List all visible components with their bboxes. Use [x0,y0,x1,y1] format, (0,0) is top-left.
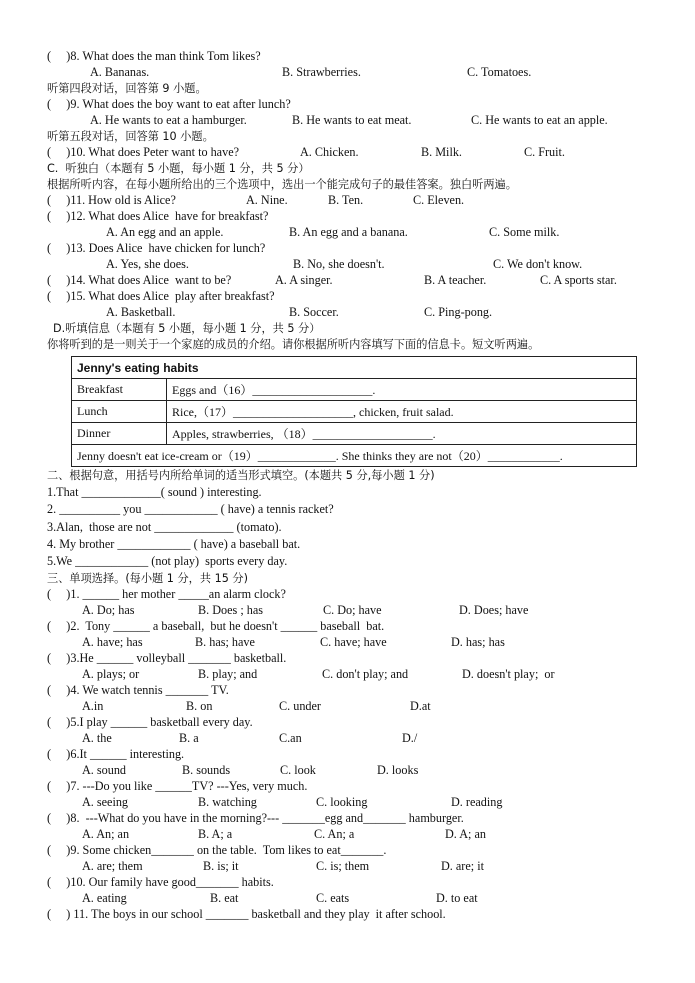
option-a: A. An; an [82,827,130,841]
question-14: ( )14. What does Alice want to be? [47,273,232,287]
table-header: Jenny's eating habits [72,357,637,379]
mc-question-7: ( )7. ---Do you like ______TV? ---Yes, very much. [47,779,308,793]
option-d: D./ [402,731,418,745]
fill-item: 1.That _____________( sound ) interesting. [47,485,262,499]
instruction-dialogue-4: 听第四段对话，回答第 9 小题。 [47,82,207,95]
option-d: D. has; has [451,635,505,649]
option-d: D. A; an [445,827,486,841]
option-c: C. under [279,699,321,713]
option-b: B. on [186,699,213,713]
option-b: B. has; have [195,635,255,649]
option-b: B. watching [198,795,257,809]
section-3-title: 三、单项选择。(每小题 1 分，共 15 分) [47,572,248,585]
option-b: B. sounds [182,763,231,777]
mc-question-2: ( )2. Tony ______ a baseball, but he doesn't ______ baseball bat. [47,619,385,633]
question-12: ( )12. What does Alice have for breakfast? [47,209,269,223]
table-key: Lunch [72,401,167,423]
option-d: D.at [410,699,431,713]
option-b: B. a [179,731,199,745]
question-8: ( )8. What does the man think Tom likes? [47,49,261,63]
option-c: C. An; a [314,827,355,841]
table-value: Rice,（17）____________________, chicken, fruit salad. [167,401,637,423]
option-b: B. No, she doesn't. [293,257,385,271]
section-d-instruction: 你将听到的是一则关于一个家庭的成员的介绍。请你根据所听内容填写下面的信息卡。短文听两遍。 [47,338,540,351]
fill-item: 4. My brother ____________ ( have) a baseball bat. [47,537,301,551]
option-a: A. A singer. [275,273,333,287]
option-d: D. looks [377,763,419,777]
option-c: C. Ping-pong. [424,305,493,319]
option-c: C. He wants to eat an apple. [471,113,608,127]
option-b: B. He wants to eat meat. [292,113,412,127]
section-d-title: D.听填信息（本题有 5 小题，每小题 1 分，共 5 分） [53,322,321,335]
option-a: A. plays; or [82,667,140,681]
fill-item: 5.We ____________ (not play) sports every day. [47,554,288,568]
option-a: A. Nine. [246,193,288,207]
option-a: A. are; them [82,859,143,873]
question-13: ( )13. Does Alice have chicken for lunch? [47,241,266,255]
mc-question-8: ( )8. ---What do you have in the morning?--- _______egg and_______ hamburger. [47,811,464,825]
option-c: C. looking [316,795,368,809]
option-c: C. Fruit. [524,145,565,159]
option-b: B. An egg and a banana. [289,225,408,239]
option-a: A. have; has [82,635,143,649]
section-2-title: 二、根据句意，用括号内所给单词的适当形式填空。(本题共 5 分,每小题 1 分) [47,469,435,482]
mc-question-10: ( )10. Our family have good_______ habits. [47,875,274,889]
section-c-title: C. 听独白（本题有 5 小题，每小题 1 分，共 5 分） [47,162,310,175]
section-c-instruction: 根据所听内容，在每小题所给出的三个选项中，选出一个能完成句子的最佳答案。独白听两遍。 [47,178,517,191]
option-c: C. look [280,763,316,777]
option-a: A. Basketball. [106,305,176,319]
option-d: D. Does; have [459,603,529,617]
question-10: ( )10. What does Peter want to have? [47,145,240,159]
option-c: C. A sports star. [540,273,617,287]
table-row [72,379,637,401]
fill-item: 2. __________ you ____________ ( have) a tennis racket? [47,502,334,516]
option-b: B. Does ; has [198,603,263,617]
option-b: B. Ten. [328,193,364,207]
option-c: C. eats [316,891,350,905]
option-c: C. don't play; and [322,667,409,681]
option-c: C. Tomatoes. [467,65,532,79]
table-value: Apples, strawberries, （18）____________________. [167,423,637,445]
table-value: Eggs and（16）____________________. [167,379,637,401]
option-c: C. Eleven. [413,193,465,207]
option-c: C. Some milk. [489,225,560,239]
option-d: D. reading [451,795,503,809]
option-d: D. are; it [441,859,484,873]
question-9: ( )9. What does the boy want to eat after lunch? [47,97,291,111]
option-c: C. Do; have [323,603,382,617]
option-a: A. Do; has [82,603,135,617]
question-11: ( )11. How old is Alice? [47,193,176,207]
instruction-dialogue-5: 听第五段对话，回答第 10 小题。 [47,130,214,143]
option-a: A. the [82,731,112,745]
option-b: B. play; and [198,667,258,681]
option-b: B. Strawberries. [282,65,361,79]
option-b: B. A; a [198,827,233,841]
option-c: C. is; them [316,859,370,873]
option-a: A. Chicken. [300,145,359,159]
table-row [72,423,637,445]
option-b: B. is; it [203,859,239,873]
mc-question-3: ( )3.He ______ volleyball _______ basketball. [47,651,287,665]
option-c: C. We don't know. [493,257,583,271]
option-a: A. sound [82,763,127,777]
table-footer: Jenny doesn't eat ice-cream or（19）_____________. She thinks they are not（20）____________. [72,445,637,467]
option-a: A. Yes, she does. [106,257,189,271]
fill-item: 3.Alan, those are not _____________ (tomato). [47,520,282,534]
mc-question-6: ( )6.It ______ interesting. [47,747,185,761]
option-b: B. A teacher. [424,273,487,287]
option-b: B. Soccer. [289,305,339,319]
option-a: A. An egg and an apple. [106,225,224,239]
mc-question-9: ( )9. Some chicken_______ on the table. Tom likes to eat_______. [47,843,387,857]
mc-question-5: ( )5.I play ______ basketball every day. [47,715,253,729]
info-card-table [71,356,637,467]
option-b: B. Milk. [421,145,462,159]
mc-question-11: ( ) 11. The boys in our school _______ basketball and they play it after school. [47,907,446,921]
table-key: Breakfast [72,379,167,401]
option-d: D. to eat [436,891,478,905]
table-key: Dinner [72,423,167,445]
option-a: A. He wants to eat a hamburger. [90,113,247,127]
question-15: ( )15. What does Alice play after breakfast? [47,289,275,303]
option-d: D. doesn't play; or [462,667,555,681]
option-a: A. eating [82,891,127,905]
option-c: C. have; have [320,635,387,649]
option-b: B. eat [210,891,239,905]
option-a: A. seeing [82,795,129,809]
mc-question-1: ( )1. ______ her mother _____an alarm clock? [47,587,286,601]
option-c: C.an [279,731,302,745]
mc-question-4: ( )4. We watch tennis _______ TV. [47,683,229,697]
table-row [72,401,637,423]
option-a: A. Bananas. [90,65,150,79]
option-a: A.in [82,699,104,713]
